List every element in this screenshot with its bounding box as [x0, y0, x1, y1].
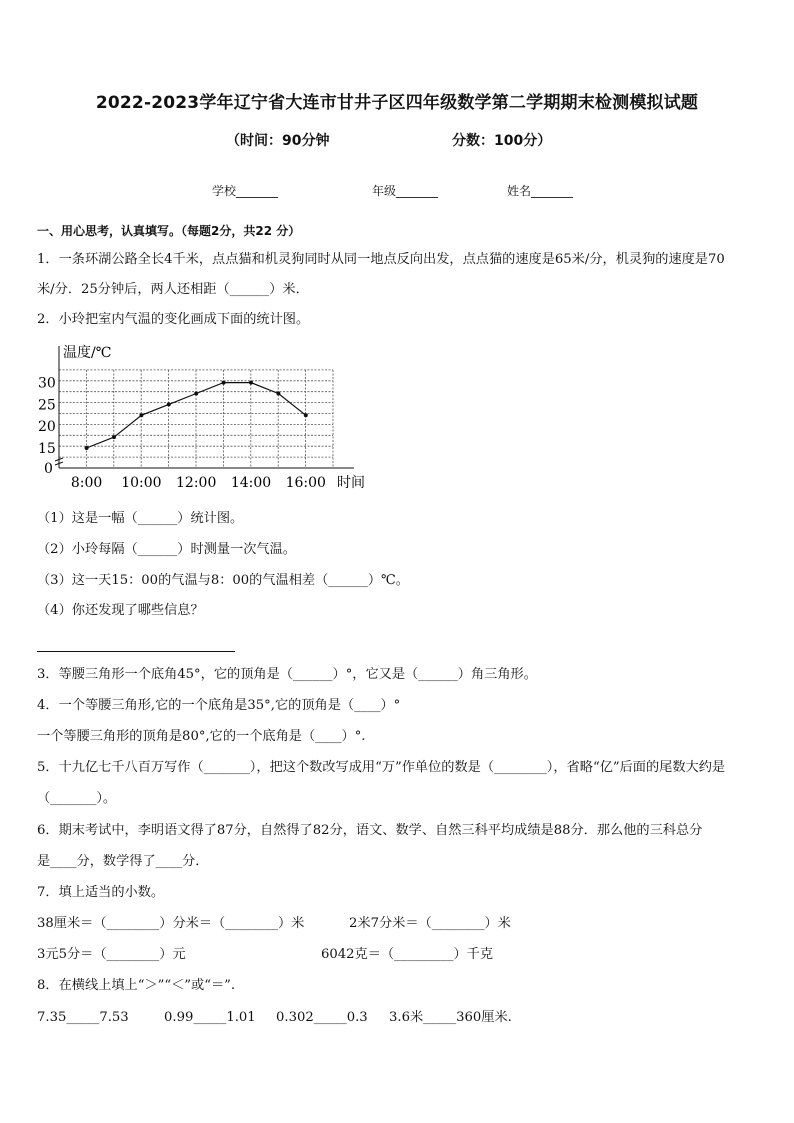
question-2-sub-2: （2）小玲每隔（______）时测量一次气温。 — [37, 542, 296, 557]
chart-axes — [55, 346, 354, 468]
x-tick-label: 10:00 — [121, 475, 162, 491]
chart-labels — [38, 344, 365, 491]
temperature-line-chart — [36, 340, 376, 494]
question-7-c: 3元5分＝（________）元 — [37, 947, 186, 962]
data-point — [139, 413, 143, 417]
question-8-c: 0.302_____0.3 — [276, 1010, 368, 1025]
question-2-sub-4: （4）你还发现了哪些信息？ — [37, 603, 204, 618]
question-7: 7．填上适当的小数。 — [37, 885, 165, 900]
question-8-b: 0.99_____1.01 — [164, 1010, 256, 1025]
question-5-line-2: （_______）。 — [37, 791, 117, 806]
question-2-sub-3: （3）这一天15：00的气温与8：00的气温相差（______）℃。 — [37, 573, 409, 588]
y-tick-label: 0 — [44, 461, 53, 477]
data-point — [85, 446, 89, 450]
y-axis-label: 温度/℃ — [63, 345, 112, 361]
chart-grid — [59, 370, 333, 468]
question-3: 3．等腰三角形一个底角45°，它的顶角是（______）°，它又是（______）角三角形。 — [37, 667, 537, 682]
y-tick-label: 20 — [38, 419, 56, 436]
page-title: 2022-2023学年辽宁省大连市甘井子区四年级数学第二学期期末检测模拟试题 — [95, 93, 699, 113]
grade-field[interactable]: 年级_______ — [372, 184, 439, 198]
x-tick-label: 16:00 — [285, 475, 326, 491]
name-field[interactable]: 姓名_______ — [507, 184, 574, 198]
question-2-sub-1: （1）这是一幅（______）统计图。 — [37, 511, 244, 526]
student-info — [0, 182, 794, 202]
exam-meta — [0, 130, 794, 152]
data-point — [194, 392, 198, 396]
question-1-line-2: 米/分．25分钟后，两人还相距（______）米． — [37, 282, 309, 297]
question-7-b: 2米7分米＝（________）米 — [349, 916, 511, 931]
data-point — [167, 402, 171, 406]
school-field[interactable]: 学校_______ — [212, 184, 279, 198]
y-tick-label: 30 — [38, 375, 56, 392]
data-point — [249, 381, 253, 385]
question-8: 8．在横线上填上“＞”“＜”或“＝”. — [37, 978, 236, 993]
time-limit: （时间：90分钟 — [226, 133, 330, 149]
y-tick-label: 15 — [38, 441, 56, 457]
question-6-line-2: 是____分，数学得了____分． — [37, 854, 209, 869]
data-point — [222, 381, 226, 385]
data-point — [276, 392, 280, 396]
x-axis-label: 时间 — [337, 475, 365, 491]
question-6-line-1: 6．期末考试中，李明语文得了87分，自然得了82分，语文、数学、自然三科平均成绩是88分．那么他的三科总分 — [37, 823, 703, 838]
question-2: 2．小玲把室内气温的变化画成下面的统计图。 — [37, 312, 310, 327]
x-tick-label: 14:00 — [230, 475, 272, 491]
question-5-line-1: 5．十九亿七千八百万写作（_______），把这个数改写成用“万”作单位的数是（________），省略“亿”后面的尾数大约是 — [37, 760, 726, 775]
data-point — [112, 435, 116, 439]
total-score: 分数：100分） — [452, 133, 552, 149]
answer-line[interactable] — [37, 651, 235, 652]
question-1-line-1: 1．一条环湖公路全长4千米，点点猫和机灵狗同时从同一地点反向出发，点点猫的速度是65米/分，机灵狗的速度是70 — [37, 252, 725, 267]
section-heading: 一、用心思考，认真填写。（每题2分，共22 分） — [37, 224, 301, 238]
x-tick-label: 12:00 — [176, 475, 217, 491]
question-7-d: 6042克＝（_________）千克 — [321, 947, 494, 962]
y-tick-label: 25 — [38, 397, 56, 414]
question-4-line-1: 4．一个等腰三角形,它的一个底角是35°,它的顶角是（____）° — [37, 698, 401, 713]
question-8-d: 3.6米_____360厘米. — [389, 1010, 512, 1025]
x-tick-label: 8:00 — [70, 475, 103, 491]
question-8-a: 7.35_____7.53 — [37, 1010, 129, 1025]
question-7-a: 38厘米＝（________）分米＝（________）米 — [37, 916, 305, 931]
question-4-line-2: 一个等腰三角形的顶角是80°,它的一个底角是（____）°. — [37, 729, 366, 744]
data-point — [304, 413, 308, 417]
